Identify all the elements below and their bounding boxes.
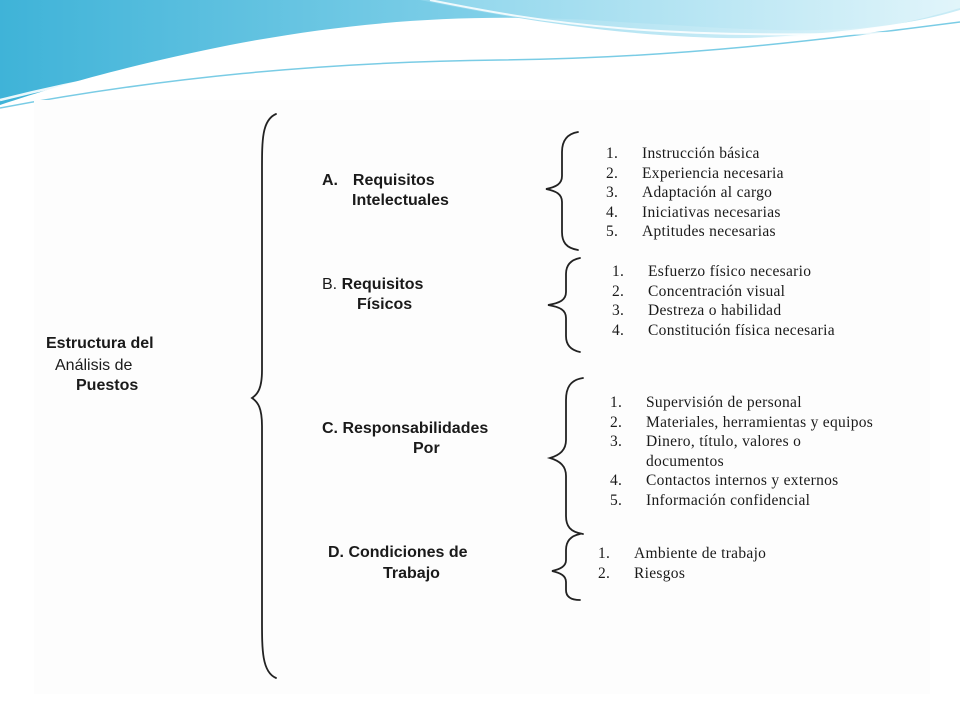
list-item xyxy=(610,471,946,491)
item-text: Experiencia necesaria xyxy=(642,164,784,182)
item-number: 3. xyxy=(606,184,619,201)
group-a-title-word: Requisitos xyxy=(352,172,435,189)
group-a-title xyxy=(322,170,435,191)
item-number: 5. xyxy=(606,223,619,240)
item-text: Adaptación al cargo xyxy=(642,184,773,201)
list-item xyxy=(610,432,946,471)
list-item xyxy=(598,544,914,564)
list-item xyxy=(606,164,922,184)
group-d-list xyxy=(598,544,914,583)
item-text: Esfuerzo físico necesario xyxy=(648,263,812,280)
item-number: 1. xyxy=(612,263,625,280)
item-text: Aptitudes necesarias xyxy=(642,223,776,240)
list-item xyxy=(612,262,928,282)
list-item xyxy=(612,301,928,321)
root-label-line-3: Puestos xyxy=(76,377,139,394)
item-number: 4. xyxy=(606,203,619,221)
group-b-title-word: Requisitos xyxy=(341,276,424,293)
item-number: 2. xyxy=(612,282,625,300)
brace-d xyxy=(552,534,580,600)
group-b-list xyxy=(612,262,928,340)
item-text: Destreza o habilidad xyxy=(648,302,782,319)
list-item xyxy=(612,282,928,302)
brace-a xyxy=(546,132,578,250)
group-d-title-line-1: D. Condiciones de xyxy=(328,544,468,561)
list-item xyxy=(606,144,922,164)
item-text: Concentración visual xyxy=(648,282,786,300)
list-item xyxy=(612,321,928,341)
group-b-title-line-2: Físicos xyxy=(357,296,413,313)
list-item xyxy=(606,222,922,242)
item-number: 5. xyxy=(610,491,623,509)
list-item xyxy=(610,491,946,511)
item-text: Instrucción básica xyxy=(642,145,760,162)
item-number: 1. xyxy=(606,145,619,162)
root-label-line-1: Estructura del xyxy=(46,335,154,352)
item-number: 3. xyxy=(612,302,625,319)
item-number: 2. xyxy=(598,564,611,582)
item-text: Contactos internos y externos xyxy=(646,472,839,489)
group-c-list xyxy=(610,393,946,510)
group-c-title-line-2: Por xyxy=(413,440,440,457)
list-item xyxy=(606,183,922,203)
list-item xyxy=(606,203,922,223)
item-number: 2. xyxy=(606,164,619,182)
item-text: Materiales, herramientas y equipos xyxy=(646,413,874,431)
group-a-title-line-2: Intelectuales xyxy=(352,192,449,209)
item-number: 2. xyxy=(610,413,623,431)
item-number: 4. xyxy=(612,321,625,339)
group-a-list xyxy=(606,144,922,242)
brace-c xyxy=(550,378,583,534)
list-item xyxy=(610,413,946,433)
item-text: Información confidencial xyxy=(646,491,811,509)
item-text: Supervisión de personal xyxy=(646,394,802,411)
group-c-title-line-1: C. Responsabilidades xyxy=(322,420,489,437)
item-number: 3. xyxy=(610,433,623,450)
main-brace xyxy=(252,114,276,678)
item-text: Dinero, título, valores o documentos xyxy=(646,433,802,470)
group-b-letter: B. xyxy=(322,276,338,293)
item-number: 4. xyxy=(610,472,623,489)
item-text: Riesgos xyxy=(634,564,686,582)
list-item xyxy=(598,564,914,584)
list-item xyxy=(610,393,946,413)
item-text: Ambiente de trabajo xyxy=(634,545,767,562)
item-number: 1. xyxy=(610,394,623,411)
item-text: Iniciativas necesarias xyxy=(642,203,781,221)
group-b-title xyxy=(322,274,423,295)
group-d-title-line-2: Trabajo xyxy=(383,565,440,582)
item-text: Constitución física necesaria xyxy=(648,321,835,339)
root-label-line-2: Análisis de xyxy=(55,357,133,374)
brace-b xyxy=(548,258,580,352)
item-number: 1. xyxy=(598,545,611,562)
group-a-letter: A. xyxy=(322,172,338,189)
